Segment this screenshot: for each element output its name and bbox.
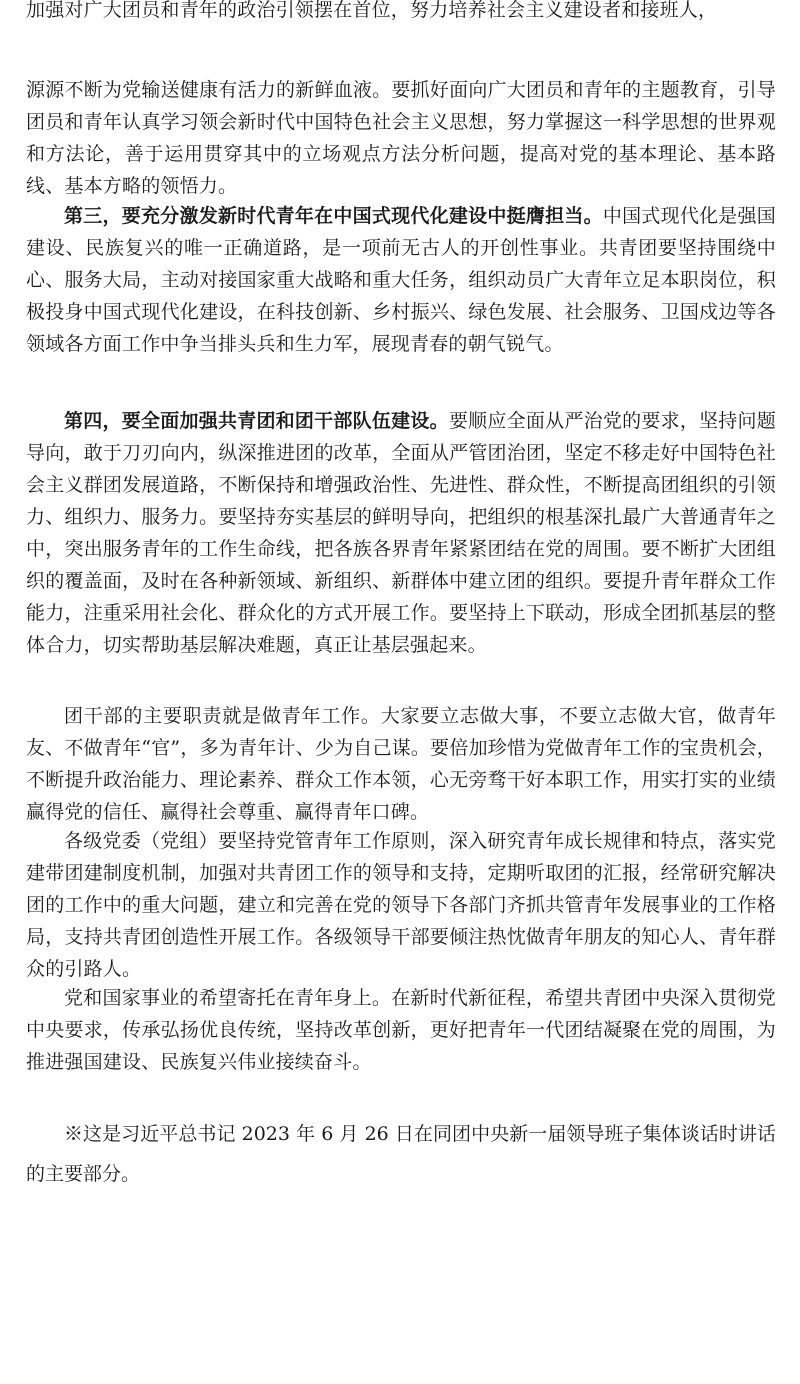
paragraph-2-body: 中国式现代化是强国建设、民族复兴的唯一正确道路，是一项前无古人的开创性事业。共青团要坚持围绕中心、服务大局，主动对接国家重大战略和重大任务，组织动员广大青年立足本职岗位，积极投身中国式现代化建设，在科技创新、乡村振兴、绿色发展、社会服务、卫国戍边等各领域各方面工作中争当排头兵和生力军，展现青春的朝气锐气。	[26, 205, 776, 355]
paragraph-2-lead: 第三，要充分激发新时代青年在中国式现代化建设中挺膺担当。	[64, 205, 603, 227]
paragraph-3-lead: 第四，要全面加强共青团和团干部队伍建设。	[64, 410, 449, 432]
source-note: ※这是习近平总书记 2023 年 6 月 26 日在同团中央新一届领导班子集体谈话时讲话的主要部分。	[26, 1123, 776, 1185]
paragraph-3	[26, 405, 776, 661]
paragraph-6: 党和国家事业的希望寄托在青年身上。在新时代新征程，希望共青团中央深入贯彻党中央要求，传承弘扬优良传统，坚持改革创新，更好把青年一代团结凝聚在党的周围，为推进强国建设、民族复兴伟业接续奋斗。	[26, 987, 776, 1073]
paragraph-1: 源源不断为党输送健康有活力的新鲜血液。要抓好面向广大团员和青年的主题教育，引导团员和青年认真学习领会新时代中国特色社会主义思想，努力掌握这一科学思想的世界观和方法论，善于运用贯穿其中的立场观点方法分析问题，提高对党的基本理论、基本路线、基本方略的领悟力。	[26, 79, 776, 197]
paragraph-3-body: 要顺应全面从严治党的要求，坚持问题导向，敢于刀刃向内，纵深推进团的改革，全面从严管团治团，坚定不移走好中国特色社会主义群团发展道路，不断保持和增强政治性、先进性、群众性，不断提高团组织的引领力、组织力、服务力。要坚持夯实基层的鲜明导向，把组织的根基深扎最广大普通青年之中，突出服务青年的工作生命线，把各族各界青年紧紧团结在党的周围。要不断扩大团组织的覆盖面，及时在各种新领域、新组织、新群体中建立团的组织。要提升青年群众工作能力，注重采用社会化、群众化的方式开展工作。要坚持上下联动，形成全团抓基层的整体合力，切实帮助基层解决难题，真正让基层强起来。	[26, 410, 776, 656]
paragraph-2	[26, 200, 776, 360]
paragraph-4: 团干部的主要职责就是做青年工作。大家要立志做大事，不要立志做大官，做青年友、不做青年“官”，多为青年计、少为自己谋。要倍加珍惜为党做青年工作的宝贵机会，不断提升政治能力、理论素养、群众工作本领，心无旁骛干好本职工作，用实打实的业绩赢得党的信任、赢得社会尊重、赢得青年口碑。	[26, 705, 776, 823]
paragraph-fragment-top: 加强对广大团员和青年的政治引领摆在首位，努力培养社会主义建设者和接班人，	[26, 0, 718, 21]
paragraph-5: 各级党委（党组）要坚持党管青年工作原则，深入研究青年成长规律和特点，落实党建带团建制度机制，加强对共青团工作的领导和支持，定期听取团的汇报，经常研究解决团的工作中的重大问题，建立和完善在党的领导下各部门齐抓共管青年发展事业的工作格局，支持共青团创造性开展工作。各级领导干部要倾注热忱做青年朋友的知心人、青年群众的引路人。	[26, 830, 776, 980]
